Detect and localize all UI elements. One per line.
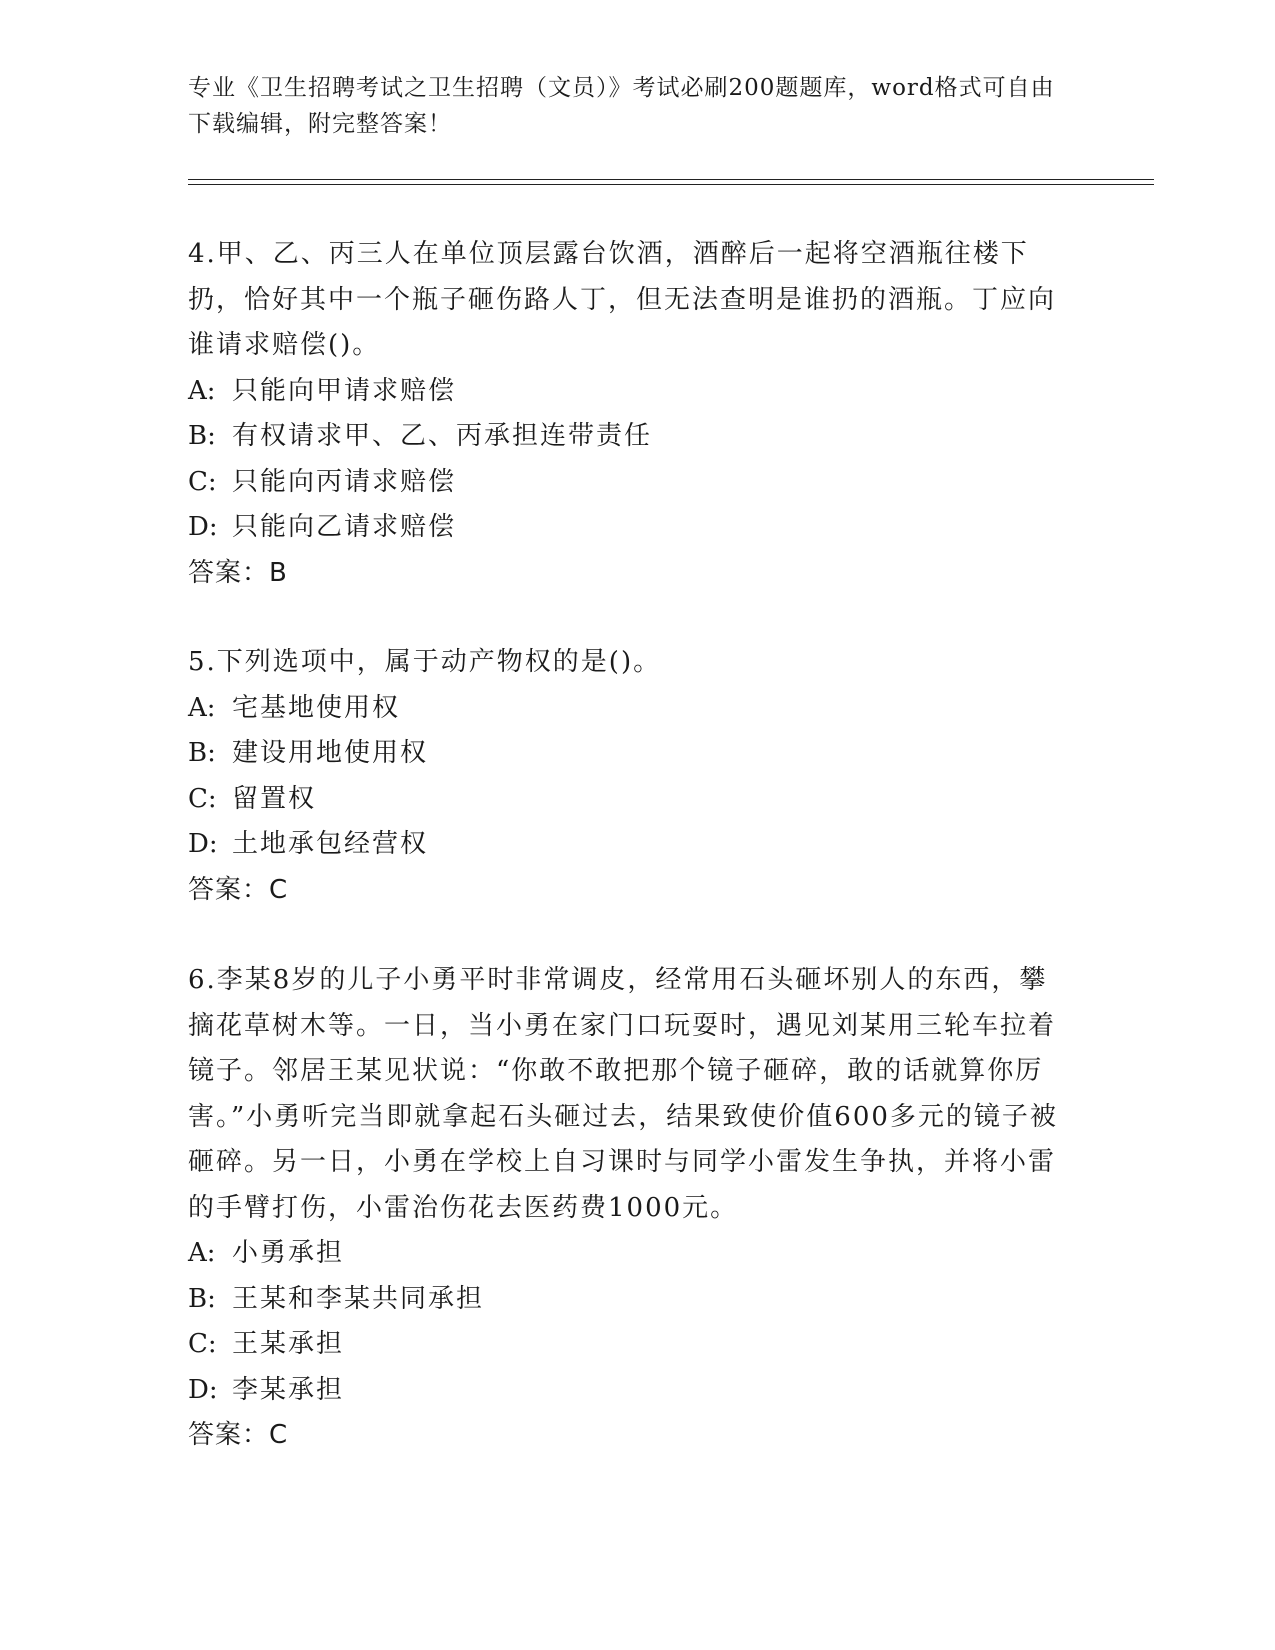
option-c bbox=[188, 460, 1068, 506]
option-text: 小勇承担 bbox=[232, 1238, 345, 1268]
question-block bbox=[188, 958, 1068, 1459]
answer-line: 答案：C bbox=[188, 1420, 289, 1450]
option-text: 宅基地使用权 bbox=[232, 692, 401, 723]
option-a bbox=[188, 686, 1068, 732]
option-key: B: bbox=[188, 421, 216, 451]
option-text: 只能向甲请求赔偿 bbox=[232, 375, 457, 406]
option-key: A: bbox=[188, 375, 216, 406]
option-text: 有权请求甲、乙、丙承担连带责任 bbox=[232, 421, 653, 451]
question-stem: 5.下列选项中，属于动产物权的是()。 bbox=[188, 647, 662, 677]
option-a bbox=[188, 1231, 1068, 1277]
option-b bbox=[188, 1277, 1068, 1323]
option-key: B: bbox=[188, 1283, 216, 1314]
document-header: 专业《卫生招聘考试之卫生招聘（文员）》考试必刷200题题库，word格式可自由下载编辑，附完整答案！ bbox=[188, 75, 1055, 137]
option-b bbox=[188, 414, 1068, 460]
option-d bbox=[188, 505, 1068, 551]
option-key: D: bbox=[188, 1374, 218, 1405]
option-text: 建设用地使用权 bbox=[232, 738, 429, 768]
option-key: A: bbox=[188, 692, 216, 723]
option-text: 只能向乙请求赔偿 bbox=[232, 512, 457, 542]
option-d bbox=[188, 822, 1068, 868]
answer-line: 答案：C bbox=[188, 874, 289, 905]
option-text: 王某和李某共同承担 bbox=[232, 1283, 485, 1314]
option-a bbox=[188, 369, 1068, 415]
option-key: D: bbox=[188, 829, 218, 859]
question-block bbox=[188, 232, 1068, 596]
option-text: 留置权 bbox=[232, 783, 317, 814]
question-stem: 4.甲、乙、丙三人在单位顶层露台饮酒，酒醉后一起将空酒瓶往楼下扔，恰好其中一个瓶子砸伤路人丁，但无法查明是谁扔的酒瓶。丁应向谁请求赔偿()。 bbox=[188, 239, 1057, 360]
option-key: C: bbox=[188, 1329, 217, 1359]
option-c bbox=[188, 777, 1068, 823]
option-d bbox=[188, 1368, 1068, 1414]
option-text: 李某承担 bbox=[232, 1374, 345, 1405]
option-key: C: bbox=[188, 466, 217, 497]
option-text: 王某承担 bbox=[232, 1329, 345, 1359]
option-b bbox=[188, 731, 1068, 777]
header-divider-bottom bbox=[188, 184, 1154, 185]
option-key: C: bbox=[188, 783, 217, 814]
question-stem: 6.李某8岁的儿子小勇平时非常调皮，经常用石头砸坏别人的东西，攀摘花草树木等。一日，当小勇在家门口玩耍时，遇见刘某用三轮车拉着镜子。邻居王某见状说：“你敢不敢把那个镜子砸碎，敢的话就算你厉害。”小勇听完当即就拿起石头砸过去，结果致使价值600多元的镜子被砸碎。另一日，小勇在学校上自习课时与同学小雷发生争执，并将小雷的手臂打伤，小雷治伤花去医药费1000元。 bbox=[188, 965, 1058, 1223]
option-key: A: bbox=[188, 1238, 216, 1268]
option-c bbox=[188, 1322, 1068, 1368]
option-text: 只能向丙请求赔偿 bbox=[232, 466, 457, 497]
option-key: B: bbox=[188, 738, 216, 768]
option-text: 土地承包经营权 bbox=[232, 829, 429, 859]
question-block bbox=[188, 640, 1068, 913]
option-key: D: bbox=[188, 512, 218, 542]
header-divider-top bbox=[188, 179, 1154, 180]
answer-line: 答案：B bbox=[188, 557, 288, 588]
